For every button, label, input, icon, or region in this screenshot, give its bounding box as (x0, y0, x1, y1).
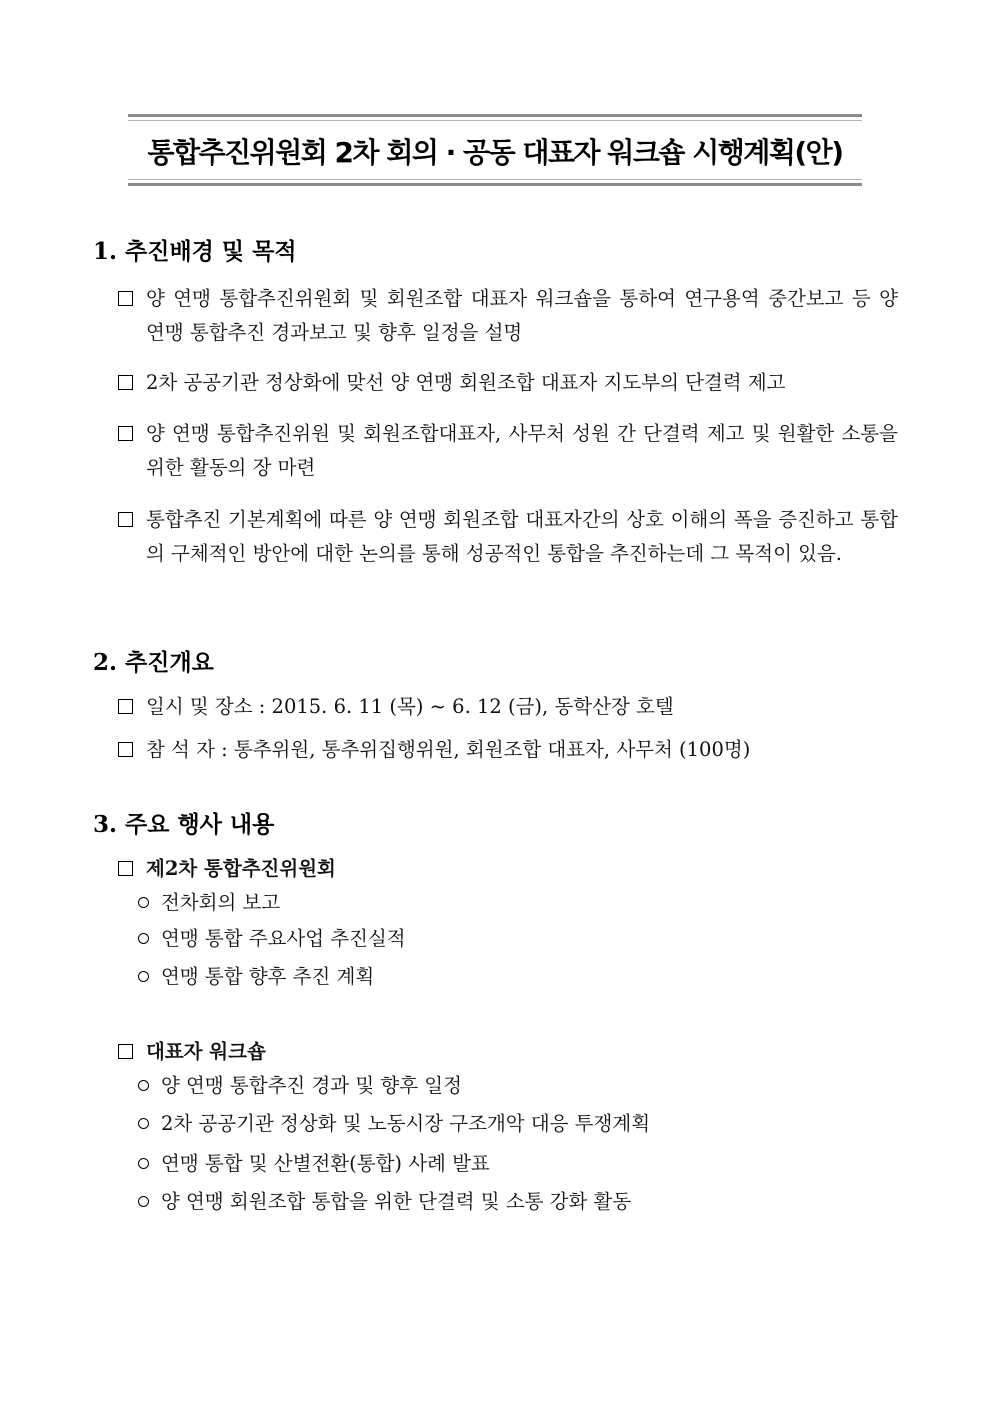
group-title-workshop: 대표자 워크숍 (118, 1035, 898, 1069)
checkbox-square-icon (118, 291, 133, 306)
list-item: 연맹 통합 주요사업 추진실적 (138, 924, 406, 954)
list-item: 양 연맹 회원조합 통합을 위한 단결력 및 소통 강화 활동 (138, 1187, 631, 1217)
paragraph-purpose-2: 2차 공공기관 정상화에 맞선 양 연맹 회원조합 대표자 지도부의 단결력 제고 (118, 366, 898, 400)
circle-bullet-icon (138, 933, 149, 944)
circle-bullet-icon (138, 971, 149, 982)
checkbox-square-icon (118, 861, 133, 876)
circle-bullet-icon (138, 1196, 149, 1207)
list-item: 연맹 통합 향후 추진 계획 (138, 962, 374, 992)
list-item: 2차 공공기관 정상화 및 노동시장 구조개악 대응 투쟁계획 (138, 1109, 650, 1139)
section-heading-main-events: 3. 주요 행사 내용 (93, 811, 275, 838)
checkbox-square-icon (118, 699, 133, 714)
checkbox-square-icon (118, 512, 133, 527)
checkbox-square-icon (118, 1044, 133, 1059)
list-item: 양 연맹 통합추진 경과 및 향후 일정 (138, 1071, 462, 1101)
list-item: 연맹 통합 및 산별전환(통합) 사례 발표 (138, 1149, 490, 1179)
paragraph-purpose-4: 통합추진 기본계획에 따른 양 연맹 회원조합 대표자간의 상호 이해의 폭을 증진하고 통합의 구체적인 방안에 대한 논의를 통해 성공적인 통합을 추진하는데 그 목적이 있음. (118, 503, 898, 571)
checkbox-square-icon (118, 742, 133, 757)
group-title-committee: 제2차 통합추진위원회 (118, 852, 898, 886)
section-heading-background: 1. 추진배경 및 목적 (93, 238, 297, 265)
title-banner (128, 114, 862, 186)
circle-bullet-icon (138, 897, 149, 908)
checkbox-square-icon (118, 426, 133, 441)
section-heading-overview: 2. 추진개요 (93, 649, 214, 676)
circle-bullet-icon (138, 1118, 149, 1129)
document-title: 통합추진위원회 2차 회의 · 공동 대표자 워크숍 시행계획(안) (147, 136, 843, 169)
circle-bullet-icon (138, 1158, 149, 1169)
checkbox-square-icon (118, 375, 133, 390)
paragraph-purpose-1: 양 연맹 통합추진위원회 및 회원조합 대표자 워크숍을 통하여 연구용역 중간보고 등 양 연맹 통합추진 경과보고 및 향후 일정을 설명 (118, 282, 898, 350)
list-item: 전차회의 보고 (138, 888, 280, 918)
paragraph-attendees: 참 석 자 : 통추위원, 통추위집행위원, 회원조합 대표자, 사무처 (100명) (118, 733, 898, 767)
circle-bullet-icon (138, 1080, 149, 1091)
paragraph-purpose-3: 양 연맹 통합추진위원 및 회원조합대표자, 사무처 성원 간 단결력 제고 및 원활한 소통을 위한 활동의 장 마련 (118, 417, 898, 485)
paragraph-date-place: 일시 및 장소 : 2015. 6. 11 (목) ~ 6. 12 (금), 동학산장 호텔 (118, 690, 898, 724)
